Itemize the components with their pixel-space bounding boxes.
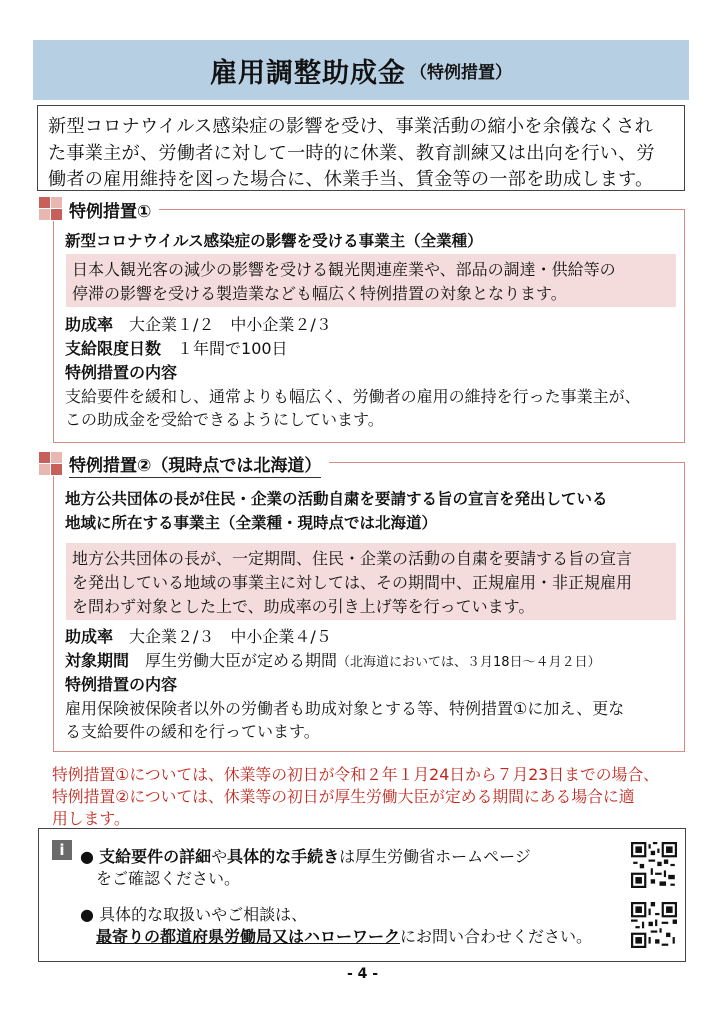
plain-text: は厚生労働省ホームページ <box>339 847 531 866</box>
section1-highlight <box>66 254 676 307</box>
highlight-line: 日本人観光客の減少の影響を受ける観光関連産業や、部品の調達・供給等の <box>72 260 616 279</box>
note-line: 特例措置①については、休業等の初日が令和２年１月24日から７月23日までの場合、 <box>52 765 659 784</box>
qr-code-icon[interactable] <box>631 842 677 888</box>
section2-rate <box>65 625 332 649</box>
period-value: 厚生労働大臣が定める期間 <box>145 651 338 670</box>
content-label: 特例措置の内容 <box>65 363 178 382</box>
squares-icon <box>37 197 63 221</box>
section1-heading <box>37 197 159 221</box>
section2-content <box>65 697 685 743</box>
intro-box <box>37 105 685 191</box>
underlined-text: 最寄りの都道府県労働局又はハローワーク <box>96 927 401 946</box>
section1-content <box>65 385 685 431</box>
contact-item-1 <box>80 846 531 868</box>
emphasis-text: 具体的な手続き <box>227 847 340 866</box>
content-label: 特例措置の内容 <box>65 675 178 694</box>
bullet-icon: ● <box>80 905 94 924</box>
title-band <box>33 40 689 100</box>
section2-content-label <box>65 673 177 697</box>
rate-label: 助成率 <box>65 315 114 334</box>
info-icon: i <box>52 840 72 860</box>
qr-code-icon[interactable] <box>631 902 677 948</box>
bullet-icon: ● <box>80 847 94 866</box>
squares-icon <box>37 452 63 476</box>
content-line: 雇用保険被保険者以外の労働者も助成対象とする等、特例措置①に加え、更な <box>65 699 625 718</box>
period-label: 対象期間 <box>65 651 130 670</box>
contact-item-1-cont: をご確認ください。 <box>96 869 241 888</box>
plain-text: 具体的な取扱いやご相談は、 <box>99 905 308 924</box>
section2-title: 特例措置②（現時点では北海道） <box>69 451 321 478</box>
contact-box <box>38 828 686 962</box>
section2-subheading <box>65 487 608 535</box>
contact-item-2 <box>80 904 307 926</box>
section1-limit <box>65 337 288 361</box>
period-note: （北海道においては、３月18日～４月２日） <box>337 655 601 670</box>
limit-value: １年間で100日 <box>177 339 288 358</box>
plain-text: にお問い合わせください。 <box>400 927 593 946</box>
rate-value: 大企業１/２ 中小企業２/３ <box>129 315 332 334</box>
note-line: 用します。 <box>52 809 130 828</box>
section2-period <box>65 649 601 675</box>
highlight-line: を発出している地域の事業主に対しては、その期間中、正規雇用・非正規雇用 <box>72 573 633 592</box>
rate-label: 助成率 <box>65 627 114 646</box>
highlight-line: 停滞の影響を受ける製造業なども幅広く特例措置の対象となります。 <box>72 284 567 303</box>
content-line: 支給要件を緩和し、通常よりも幅広く、労働者の雇用の維持を行った事業主が、 <box>65 387 641 406</box>
content-line: る支給要件の緩和を行っています。 <box>65 722 320 741</box>
contact-item-2-cont <box>96 926 592 948</box>
highlight-line: を問わず対象とした上で、助成率の引き上げ等を行っています。 <box>72 597 535 616</box>
emphasis-text: 支給要件の詳細 <box>99 847 212 866</box>
page-title: 雇用調整助成金 <box>210 57 406 89</box>
section2-heading <box>37 452 329 476</box>
page-number: - 4 - <box>346 966 379 982</box>
intro-line: 新型コロナウイルス感染症の影響を受け、事業活動の縮小を余儀なくされ <box>48 116 653 137</box>
plain-text: や <box>211 847 228 866</box>
page-subtitle: （特例措置） <box>410 62 512 83</box>
subheading-line: 地方公共団体の長が住民・企業の活動自粛を要請する旨の宣言を発出している <box>65 490 608 508</box>
section1-subheading: 新型コロナウイルス感染症の影響を受ける事業主（全業種） <box>65 232 483 250</box>
content-line: この助成金を受給できるようにしています。 <box>65 410 384 429</box>
note-line: 特例措置②については、休業等の初日が厚生労働大臣が定める期間にある場合に適 <box>52 787 635 806</box>
highlight-line: 地方公共団体の長が、一定期間、住民・企業の活動の自粛を要請する旨の宣言 <box>72 549 633 568</box>
intro-line: た事業主が、労働者に対して一時的に休業、教育訓練又は出向を行い、労 <box>48 142 655 164</box>
section1-content-label <box>65 361 177 385</box>
section1-title: 特例措置① <box>69 201 152 222</box>
section2-highlight <box>66 543 676 620</box>
red-note <box>52 764 692 830</box>
rate-value: 大企業２/３ 中小企業４/５ <box>129 627 332 646</box>
subheading-line: 地域に所在する事業主（全業種・現時点では北海道） <box>65 514 438 532</box>
limit-label: 支給限度日数 <box>65 339 162 358</box>
section1-rate <box>65 313 332 337</box>
intro-line: 働者の雇用維持を図った場合に、休業手当、賃金等の一部を助成します。 <box>48 169 654 190</box>
